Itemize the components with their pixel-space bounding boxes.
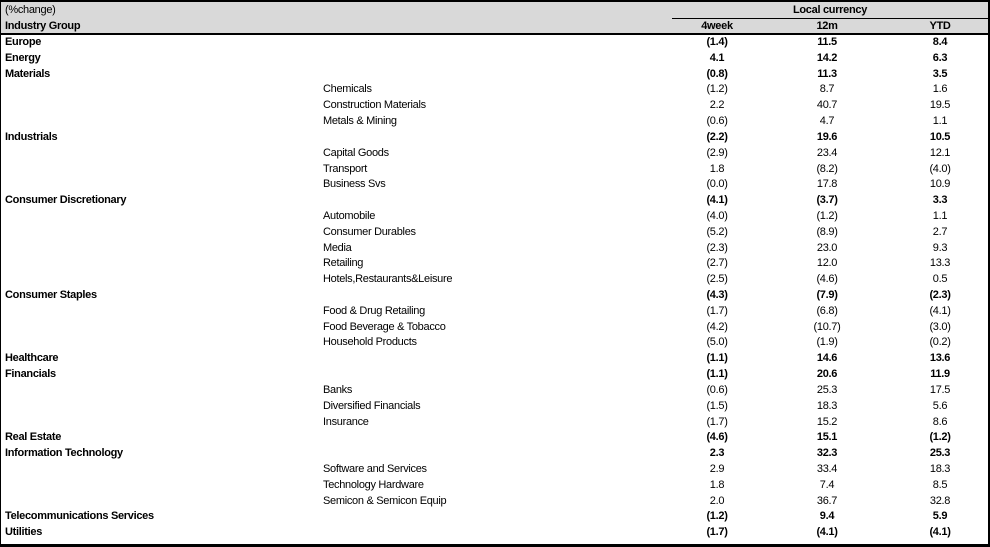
group-label bbox=[1, 304, 323, 320]
subgroup-label bbox=[323, 51, 672, 67]
value-4week: 1.8 bbox=[709, 478, 725, 491]
value-4week: (2.3) bbox=[706, 241, 728, 254]
subgroup-label: Semicon & Semicon Equip bbox=[323, 494, 447, 507]
value-12m: (4.1) bbox=[816, 526, 838, 539]
value-ytd: 13.6 bbox=[929, 352, 951, 365]
group-label: Healthcare bbox=[5, 352, 59, 365]
group-label bbox=[1, 399, 323, 415]
value-4week: (4.0) bbox=[706, 209, 728, 222]
group-label bbox=[1, 162, 323, 178]
table-row-group bbox=[1, 430, 988, 446]
value-4week: (1.7) bbox=[706, 304, 728, 317]
group-label bbox=[1, 415, 323, 431]
value-4week: (2.5) bbox=[706, 273, 728, 286]
subgroup-label bbox=[323, 67, 672, 83]
subgroup-label: Capital Goods bbox=[323, 146, 389, 159]
table-row-sub bbox=[1, 225, 988, 241]
value-ytd: (4.0) bbox=[929, 162, 951, 175]
value-12m: 32.3 bbox=[816, 447, 838, 460]
group-label bbox=[1, 98, 323, 114]
value-ytd: (0.2) bbox=[929, 336, 951, 349]
subgroup-label: Metals & Mining bbox=[323, 115, 397, 128]
value-12m: (1.2) bbox=[816, 209, 838, 222]
subgroup-label bbox=[323, 525, 672, 541]
group-label: Real Estate bbox=[5, 431, 62, 444]
value-12m: 19.6 bbox=[816, 130, 838, 143]
subgroup-label bbox=[323, 351, 672, 367]
value-12m: (6.8) bbox=[816, 304, 838, 317]
table-row-group bbox=[1, 351, 988, 367]
value-ytd: 12.1 bbox=[929, 146, 951, 159]
value-ytd: 6.3 bbox=[932, 51, 948, 64]
header-spacer bbox=[323, 19, 672, 33]
value-ytd: 11.9 bbox=[930, 368, 950, 381]
group-label: Industrials bbox=[5, 130, 58, 143]
value-4week: (0.6) bbox=[706, 115, 728, 128]
value-ytd: (4.1) bbox=[929, 526, 951, 539]
column-header-4week: 4week bbox=[701, 20, 733, 32]
value-4week: (4.1) bbox=[706, 194, 728, 207]
table-row-sub bbox=[1, 383, 988, 399]
subgroup-label: Banks bbox=[323, 383, 353, 396]
group-label: Financials bbox=[5, 368, 56, 381]
table-row-group bbox=[1, 446, 988, 462]
header-row-currency bbox=[1, 2, 988, 19]
group-label bbox=[1, 383, 323, 399]
value-ytd: 8.5 bbox=[932, 478, 948, 491]
subgroup-label: Consumer Durables bbox=[323, 225, 416, 238]
table-row-group bbox=[1, 130, 988, 146]
value-12m: (8.9) bbox=[816, 225, 838, 238]
table-row-sub bbox=[1, 209, 988, 225]
table-row-sub bbox=[1, 335, 988, 351]
value-ytd: (2.3) bbox=[929, 289, 951, 301]
value-4week: (4.3) bbox=[706, 289, 728, 301]
group-label bbox=[1, 209, 323, 225]
value-4week: 4.1 bbox=[709, 51, 725, 64]
value-12m: 36.7 bbox=[816, 494, 838, 507]
value-4week: (5.0) bbox=[706, 336, 728, 349]
subgroup-label: Food Beverage & Tobacco bbox=[323, 320, 446, 333]
value-ytd: 8.4 bbox=[932, 36, 948, 48]
table-row-group bbox=[1, 67, 988, 83]
value-ytd: (4.1) bbox=[929, 304, 951, 317]
group-label bbox=[1, 478, 323, 494]
subgroup-label bbox=[323, 35, 672, 51]
value-ytd: 18.3 bbox=[929, 462, 951, 475]
industry-group-header: Industry Group bbox=[5, 20, 81, 32]
value-12m: 33.4 bbox=[816, 462, 838, 475]
value-ytd: (3.0) bbox=[929, 320, 951, 333]
group-label: Consumer Discretionary bbox=[5, 194, 127, 207]
value-12m: 40.7 bbox=[816, 99, 838, 112]
value-ytd: 19.5 bbox=[929, 99, 951, 112]
value-12m: (8.2) bbox=[816, 162, 838, 175]
value-4week: (1.7) bbox=[706, 526, 728, 539]
value-12m: 11.3 bbox=[817, 67, 837, 80]
subgroup-label: Food & Drug Retailing bbox=[323, 304, 425, 317]
value-4week: 2.0 bbox=[709, 494, 725, 507]
subgroup-label bbox=[323, 430, 672, 446]
group-label: Materials bbox=[5, 67, 50, 80]
value-12m: 4.7 bbox=[819, 115, 835, 128]
value-ytd: 10.9 bbox=[929, 178, 951, 191]
value-ytd: 3.5 bbox=[932, 67, 948, 80]
group-label bbox=[1, 320, 323, 336]
table-row-sub bbox=[1, 256, 988, 272]
value-12m: 20.6 bbox=[816, 368, 838, 381]
value-12m: 15.1 bbox=[816, 431, 838, 444]
value-ytd: 25.3 bbox=[929, 447, 951, 460]
value-4week: (5.2) bbox=[706, 225, 728, 238]
value-4week: (4.2) bbox=[706, 320, 728, 333]
subgroup-label: Diversified Financials bbox=[323, 399, 421, 412]
value-12m: (3.7) bbox=[816, 194, 838, 207]
value-4week: (1.7) bbox=[706, 415, 728, 428]
value-ytd: 1.1 bbox=[932, 115, 948, 128]
group-label: Consumer Staples bbox=[5, 289, 97, 301]
value-ytd: 3.3 bbox=[932, 194, 948, 207]
table-row-sub bbox=[1, 241, 988, 257]
value-4week: 1.8 bbox=[709, 162, 725, 175]
value-ytd: 13.3 bbox=[929, 257, 951, 270]
value-12m: (7.9) bbox=[816, 289, 838, 301]
value-4week: (1.5) bbox=[706, 399, 728, 412]
value-12m: 9.4 bbox=[819, 510, 835, 523]
value-4week: (1.2) bbox=[706, 510, 728, 523]
group-label bbox=[1, 146, 323, 162]
table-row-sub bbox=[1, 415, 988, 431]
subgroup-label bbox=[323, 367, 672, 383]
value-12m: 25.3 bbox=[816, 383, 838, 396]
table-row-sub bbox=[1, 320, 988, 336]
group-label bbox=[1, 114, 323, 130]
group-label: Energy bbox=[5, 51, 41, 64]
value-ytd: (1.2) bbox=[929, 431, 951, 444]
value-12m: 14.2 bbox=[816, 51, 838, 64]
table-row-sub bbox=[1, 114, 988, 130]
table-row-group bbox=[1, 525, 988, 541]
value-4week: (1.1) bbox=[706, 368, 728, 381]
value-4week: (1.2) bbox=[706, 83, 728, 96]
group-label bbox=[1, 335, 323, 351]
table-row-group bbox=[1, 509, 988, 525]
group-label bbox=[1, 462, 323, 478]
group-label bbox=[1, 256, 323, 272]
table-body bbox=[1, 35, 988, 541]
subgroup-label bbox=[323, 193, 672, 209]
value-ytd: 8.6 bbox=[932, 415, 948, 428]
value-12m: 23.0 bbox=[816, 241, 838, 254]
subgroup-label: Software and Services bbox=[323, 462, 427, 475]
value-12m: 17.8 bbox=[816, 178, 838, 191]
value-12m: 7.4 bbox=[819, 478, 835, 491]
table-row-sub bbox=[1, 304, 988, 320]
value-12m: 23.4 bbox=[816, 146, 838, 159]
value-ytd: 1.6 bbox=[932, 83, 948, 96]
subgroup-label: Business Svs bbox=[323, 178, 386, 191]
table-row-sub bbox=[1, 82, 988, 98]
value-12m: (1.9) bbox=[816, 336, 838, 349]
value-ytd: 5.6 bbox=[932, 399, 948, 412]
value-ytd: 5.9 bbox=[932, 510, 948, 523]
value-ytd: 1.1 bbox=[932, 209, 948, 222]
value-12m: 14.6 bbox=[816, 352, 838, 365]
table-row-group bbox=[1, 288, 988, 304]
table-row-sub bbox=[1, 98, 988, 114]
subgroup-label: Transport bbox=[323, 162, 367, 175]
percent-change-label: (%change) bbox=[5, 4, 56, 16]
subgroup-label: Insurance bbox=[323, 415, 369, 428]
value-4week: (1.4) bbox=[706, 36, 728, 48]
column-header-ytd: YTD bbox=[929, 20, 951, 32]
value-12m: 8.7 bbox=[819, 83, 835, 96]
table-row-sub bbox=[1, 177, 988, 193]
group-label: Europe bbox=[5, 36, 42, 48]
table-row-group bbox=[1, 51, 988, 67]
column-header-12m: 12m bbox=[816, 20, 838, 32]
group-label bbox=[1, 225, 323, 241]
table-row-group bbox=[1, 367, 988, 383]
value-4week: (0.8) bbox=[706, 67, 728, 80]
value-ytd: 17.5 bbox=[929, 383, 951, 396]
subgroup-label bbox=[323, 288, 672, 304]
value-12m: 12.0 bbox=[816, 257, 838, 270]
group-label: Telecommunications Services bbox=[5, 510, 154, 523]
value-4week: 2.2 bbox=[709, 99, 725, 112]
table-row-group bbox=[1, 35, 988, 51]
group-label: Information Technology bbox=[5, 447, 123, 460]
group-label bbox=[1, 241, 323, 257]
value-12m: (4.6) bbox=[816, 273, 838, 286]
value-4week: (2.2) bbox=[706, 130, 728, 143]
subgroup-label: Hotels,Restaurants&Leisure bbox=[323, 273, 453, 286]
value-4week: 2.9 bbox=[709, 462, 725, 475]
value-12m: 15.2 bbox=[816, 415, 838, 428]
subgroup-label: Household Products bbox=[323, 336, 417, 349]
value-4week: (4.6) bbox=[706, 431, 728, 444]
subgroup-label bbox=[323, 446, 672, 462]
subgroup-label bbox=[323, 130, 672, 146]
table-row-sub bbox=[1, 399, 988, 415]
header-row-columns bbox=[1, 19, 988, 33]
value-ytd: 2.7 bbox=[932, 225, 948, 238]
group-label: Utilities bbox=[5, 526, 43, 539]
value-4week: (1.1) bbox=[706, 352, 728, 365]
subgroup-label: Automobile bbox=[323, 209, 376, 222]
group-label bbox=[1, 177, 323, 193]
value-4week: (2.9) bbox=[706, 146, 728, 159]
value-4week: (0.6) bbox=[706, 383, 728, 396]
table-header bbox=[1, 2, 988, 35]
table-row-sub bbox=[1, 462, 988, 478]
group-label bbox=[1, 272, 323, 288]
subgroup-label: Media bbox=[323, 241, 352, 254]
value-ytd: 32.8 bbox=[929, 494, 951, 507]
subgroup-label bbox=[323, 509, 672, 525]
value-12m: 18.3 bbox=[816, 399, 838, 412]
value-12m: 11.5 bbox=[817, 36, 837, 48]
group-label bbox=[1, 494, 323, 510]
group-label bbox=[1, 82, 323, 98]
table-row-sub bbox=[1, 494, 988, 510]
value-4week: (2.7) bbox=[706, 257, 728, 270]
value-ytd: 10.5 bbox=[929, 130, 951, 143]
value-ytd: 9.3 bbox=[932, 241, 948, 254]
value-4week: 2.3 bbox=[709, 447, 725, 460]
table-row-group bbox=[1, 193, 988, 209]
table-row-sub bbox=[1, 146, 988, 162]
value-ytd: 0.5 bbox=[932, 273, 948, 286]
value-4week: (0.0) bbox=[706, 178, 728, 191]
table-row-sub bbox=[1, 478, 988, 494]
subgroup-label: Construction Materials bbox=[323, 99, 426, 112]
value-12m: (10.7) bbox=[813, 320, 841, 333]
subgroup-label: Chemicals bbox=[323, 83, 372, 96]
table-row-sub bbox=[1, 162, 988, 178]
subgroup-label: Technology Hardware bbox=[323, 478, 424, 491]
table-row-sub bbox=[1, 272, 988, 288]
local-currency-header: Local currency bbox=[672, 2, 988, 19]
subgroup-label: Retailing bbox=[323, 257, 364, 270]
